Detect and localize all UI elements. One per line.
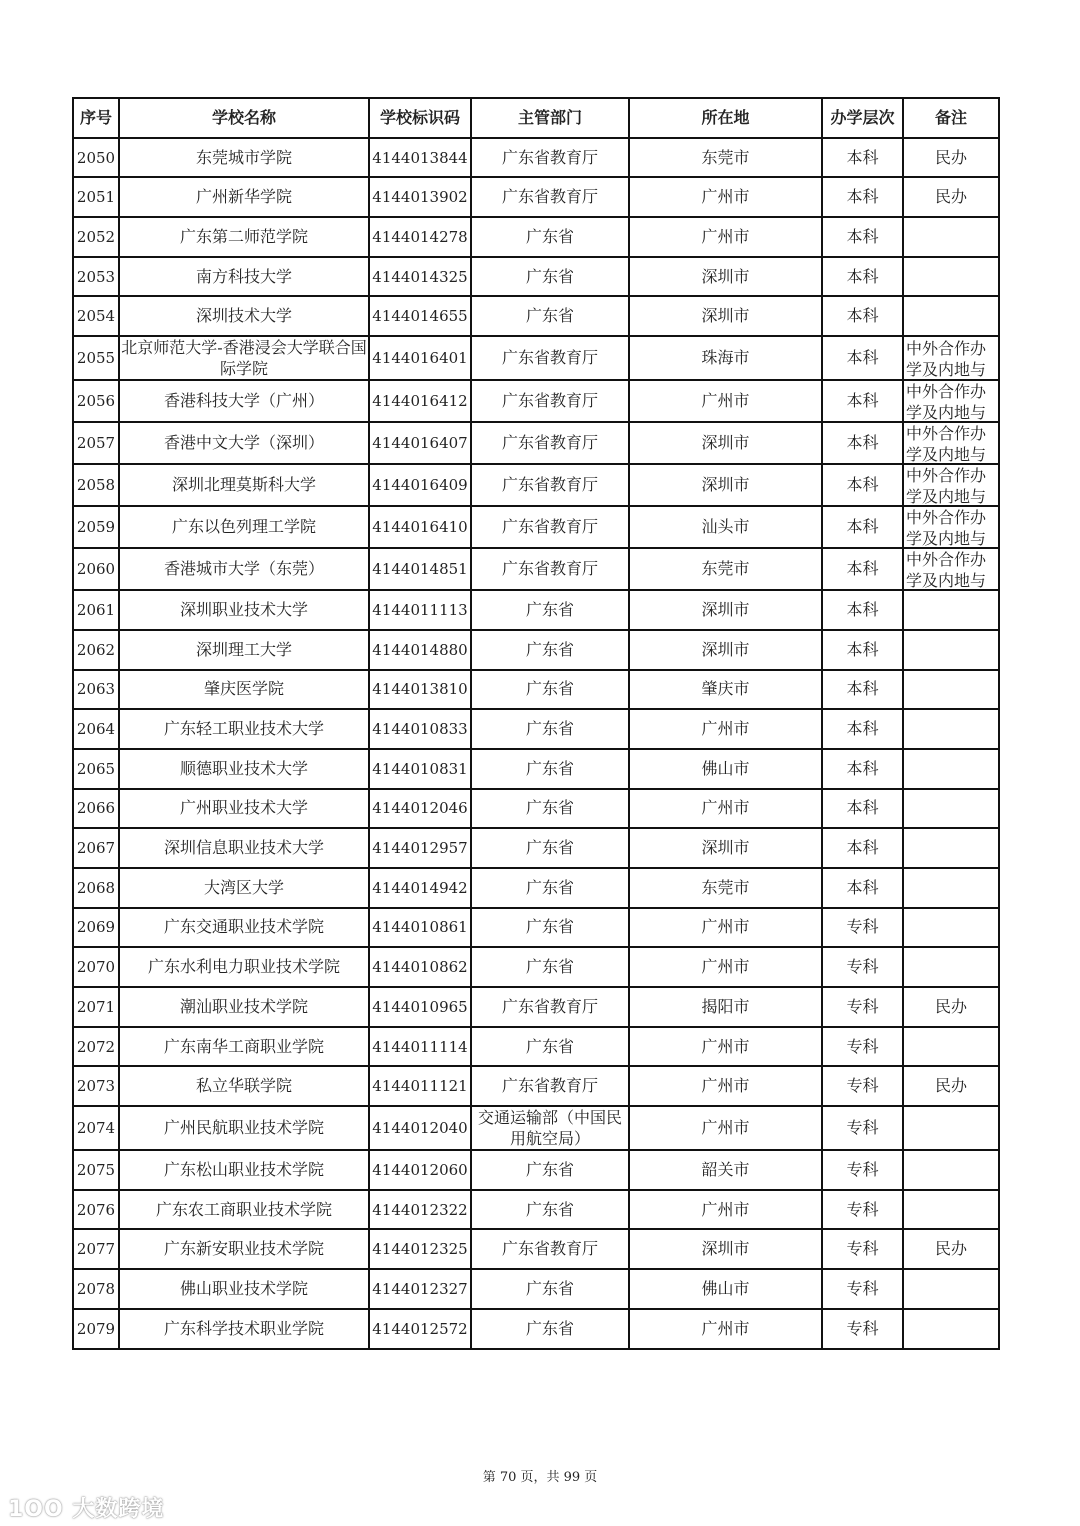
- cell-authority: 交通运输部（中国民用航空局）: [471, 1106, 629, 1150]
- cell-index: 2077: [73, 1229, 119, 1269]
- cell-index: 2058: [73, 464, 119, 506]
- cell-school-code: 4144010831: [369, 749, 471, 789]
- cell-index: 2053: [73, 257, 119, 297]
- remark-text: 中外合作办学及内地与: [906, 466, 987, 506]
- cell-school-name: 北京师范大学-香港浸会大学联合国际学院: [119, 336, 369, 380]
- cell-authority: 广东省教育厅: [471, 380, 629, 422]
- cell-remark: 民办: [903, 138, 999, 178]
- cell-school-name: 广东水利电力职业技术学院: [119, 947, 369, 987]
- cell-school-code: 4144012046: [369, 789, 471, 829]
- table-row: [73, 1190, 999, 1230]
- cell-level: 专科: [822, 908, 903, 948]
- cell-index: 2075: [73, 1150, 119, 1190]
- table-row: [73, 868, 999, 908]
- header-level: 办学层次: [822, 98, 903, 138]
- cell-index: 2064: [73, 709, 119, 749]
- cell-level: 本科: [822, 630, 903, 670]
- cell-level: 专科: [822, 1027, 903, 1067]
- cell-school-name: 广州民航职业技术学院: [119, 1106, 369, 1150]
- cell-level: 专科: [822, 1106, 903, 1150]
- cell-location: 东莞市: [629, 548, 822, 590]
- remark-text: 中外合作办学及内地与: [906, 382, 987, 422]
- cell-school-name: 广东第二师范学院: [119, 217, 369, 257]
- cell-level: 专科: [822, 1229, 903, 1269]
- table-row: [73, 1150, 999, 1190]
- cell-school-name: 深圳理工大学: [119, 630, 369, 670]
- cell-level: 本科: [822, 138, 903, 178]
- cell-location: 广州市: [629, 217, 822, 257]
- table-row: [73, 947, 999, 987]
- table-row: [73, 380, 999, 422]
- cell-school-code: 4144014880: [369, 630, 471, 670]
- cell-location: 东莞市: [629, 868, 822, 908]
- cell-school-code: 4144011114: [369, 1027, 471, 1067]
- cell-location: 深圳市: [629, 422, 822, 464]
- cell-school-code: 4144016407: [369, 422, 471, 464]
- cell-location: 揭阳市: [629, 987, 822, 1027]
- table-row: [73, 749, 999, 789]
- cell-authority: 广东省: [471, 908, 629, 948]
- cell-school-name: 广州新华学院: [119, 177, 369, 217]
- cell-authority: 广东省教育厅: [471, 138, 629, 178]
- cell-remark: 民办: [903, 987, 999, 1027]
- cell-school-name: 深圳技术大学: [119, 296, 369, 336]
- cell-index: 2065: [73, 749, 119, 789]
- cell-school-code: 4144013810: [369, 670, 471, 710]
- cell-school-code: 4144013902: [369, 177, 471, 217]
- cell-authority: 广东省教育厅: [471, 548, 629, 590]
- table-row: [73, 908, 999, 948]
- table-row: [73, 1229, 999, 1269]
- cell-remark: [903, 1027, 999, 1067]
- cell-remark: [903, 1309, 999, 1349]
- page-number: 第 70 页，共 99 页: [482, 1470, 598, 1485]
- cell-location: 深圳市: [629, 630, 822, 670]
- cell-school-code: 4144012957: [369, 828, 471, 868]
- table-header-row: [73, 98, 999, 138]
- cell-remark: [903, 506, 999, 548]
- cell-location: 广州市: [629, 1066, 822, 1106]
- cell-location: 广州市: [629, 1190, 822, 1230]
- cell-school-name: 广东松山职业技术学院: [119, 1150, 369, 1190]
- cell-school-name: 潮汕职业技术学院: [119, 987, 369, 1027]
- cell-authority: 广东省教育厅: [471, 177, 629, 217]
- cell-location: 深圳市: [629, 257, 822, 297]
- cell-level: 专科: [822, 947, 903, 987]
- table-row: [73, 1027, 999, 1067]
- table-row: [73, 506, 999, 548]
- cell-index: 2076: [73, 1190, 119, 1230]
- cell-index: 2056: [73, 380, 119, 422]
- cell-level: 本科: [822, 506, 903, 548]
- cell-location: 广州市: [629, 177, 822, 217]
- cell-remark: 民办: [903, 177, 999, 217]
- cell-school-code: 4144012327: [369, 1269, 471, 1309]
- cell-level: 本科: [822, 709, 903, 749]
- cell-index: 2072: [73, 1027, 119, 1067]
- cell-location: 韶关市: [629, 1150, 822, 1190]
- cell-authority: 广东省: [471, 217, 629, 257]
- cell-location: 深圳市: [629, 464, 822, 506]
- cell-authority: 广东省: [471, 749, 629, 789]
- cell-authority: 广东省教育厅: [471, 336, 629, 380]
- cell-remark: [903, 749, 999, 789]
- cell-level: 本科: [822, 548, 903, 590]
- cell-school-code: 4144016410: [369, 506, 471, 548]
- cell-authority: 广东省: [471, 868, 629, 908]
- cell-authority: 广东省: [471, 257, 629, 297]
- cell-location: 深圳市: [629, 590, 822, 630]
- cell-level: 本科: [822, 422, 903, 464]
- cell-school-code: 4144014851: [369, 548, 471, 590]
- cell-school-code: 4144012325: [369, 1229, 471, 1269]
- cell-school-name: 广东农工商职业技术学院: [119, 1190, 369, 1230]
- cell-index: 2067: [73, 828, 119, 868]
- cell-school-name: 南方科技大学: [119, 257, 369, 297]
- cell-school-name: 广州职业技术大学: [119, 789, 369, 829]
- table-row: [73, 670, 999, 710]
- cell-authority: 广东省教育厅: [471, 506, 629, 548]
- cell-authority: 广东省: [471, 789, 629, 829]
- cell-index: 2052: [73, 217, 119, 257]
- cell-index: 2051: [73, 177, 119, 217]
- cell-school-name: 深圳职业技术大学: [119, 590, 369, 630]
- table-row: [73, 709, 999, 749]
- cell-level: 本科: [822, 670, 903, 710]
- table-row: [73, 1066, 999, 1106]
- cell-index: 2054: [73, 296, 119, 336]
- cell-school-code: 4144011113: [369, 590, 471, 630]
- cell-remark: 民办: [903, 1229, 999, 1269]
- table-row: [73, 1309, 999, 1349]
- cell-school-name: 香港科技大学（广州）: [119, 380, 369, 422]
- cell-authority: 广东省: [471, 1190, 629, 1230]
- cell-school-code: 4144016412: [369, 380, 471, 422]
- header-location: 所在地: [629, 98, 822, 138]
- cell-school-code: 4144012040: [369, 1106, 471, 1150]
- cell-remark: [903, 464, 999, 506]
- cell-remark: [903, 947, 999, 987]
- cell-remark: [903, 908, 999, 948]
- table-row: [73, 630, 999, 670]
- cell-remark: [903, 868, 999, 908]
- header-index: 序号: [73, 98, 119, 138]
- cell-authority: 广东省教育厅: [471, 1229, 629, 1269]
- table-row: [73, 257, 999, 297]
- table-row: [73, 138, 999, 178]
- cell-remark: [903, 422, 999, 464]
- header-authority: 主管部门: [471, 98, 629, 138]
- cell-index: 2050: [73, 138, 119, 178]
- cell-authority: 广东省教育厅: [471, 987, 629, 1027]
- cell-school-name: 广东交通职业技术学院: [119, 908, 369, 948]
- watermark-logo: 1OO 大数跨境: [8, 1497, 165, 1522]
- cell-index: 2066: [73, 789, 119, 829]
- school-list-table: [72, 97, 1000, 1350]
- cell-school-name: 顺德职业技术大学: [119, 749, 369, 789]
- cell-location: 广州市: [629, 1309, 822, 1349]
- cell-school-name: 广东新安职业技术学院: [119, 1229, 369, 1269]
- cell-school-name: 大湾区大学: [119, 868, 369, 908]
- cell-remark: [903, 257, 999, 297]
- cell-authority: 广东省: [471, 1150, 629, 1190]
- table-body: [73, 138, 999, 1349]
- cell-authority: 广东省: [471, 947, 629, 987]
- cell-level: 专科: [822, 1309, 903, 1349]
- cell-index: 2068: [73, 868, 119, 908]
- cell-school-name: 广东以色列理工学院: [119, 506, 369, 548]
- cell-remark: [903, 548, 999, 590]
- cell-location: 深圳市: [629, 828, 822, 868]
- cell-level: 本科: [822, 828, 903, 868]
- cell-school-name: 深圳信息职业技术大学: [119, 828, 369, 868]
- cell-authority: 广东省教育厅: [471, 1066, 629, 1106]
- cell-remark: [903, 1150, 999, 1190]
- cell-index: 2062: [73, 630, 119, 670]
- cell-index: 2063: [73, 670, 119, 710]
- cell-school-name: 香港城市大学（东莞）: [119, 548, 369, 590]
- cell-level: 本科: [822, 257, 903, 297]
- cell-index: 2060: [73, 548, 119, 590]
- cell-school-code: 4144012572: [369, 1309, 471, 1349]
- cell-authority: 广东省: [471, 630, 629, 670]
- cell-remark: [903, 709, 999, 749]
- cell-remark: [903, 336, 999, 380]
- cell-school-name: 香港中文大学（深圳）: [119, 422, 369, 464]
- cell-authority: 广东省: [471, 1309, 629, 1349]
- cell-authority: 广东省: [471, 670, 629, 710]
- table-row: [73, 296, 999, 336]
- header-school-name: 学校名称: [119, 98, 369, 138]
- cell-level: 本科: [822, 217, 903, 257]
- cell-level: 本科: [822, 868, 903, 908]
- cell-remark: [903, 590, 999, 630]
- cell-school-code: 4144013844: [369, 138, 471, 178]
- cell-remark: 民办: [903, 1066, 999, 1106]
- cell-school-code: 4144012060: [369, 1150, 471, 1190]
- cell-remark: [903, 296, 999, 336]
- cell-location: 深圳市: [629, 296, 822, 336]
- cell-index: 2079: [73, 1309, 119, 1349]
- cell-location: 广州市: [629, 908, 822, 948]
- cell-authority: 广东省: [471, 590, 629, 630]
- table-row: [73, 336, 999, 380]
- remark-text: 中外合作办学及内地与: [906, 550, 987, 590]
- cell-level: 本科: [822, 336, 903, 380]
- cell-school-name: 东莞城市学院: [119, 138, 369, 178]
- cell-index: 2073: [73, 1066, 119, 1106]
- cell-location: 肇庆市: [629, 670, 822, 710]
- cell-location: 汕头市: [629, 506, 822, 548]
- cell-index: 2069: [73, 908, 119, 948]
- remark-text: 中外合作办学及内地与: [906, 339, 987, 379]
- cell-school-code: 4144016401: [369, 336, 471, 380]
- table-row: [73, 987, 999, 1027]
- cell-location: 广州市: [629, 1027, 822, 1067]
- table-row: [73, 789, 999, 829]
- cell-remark: [903, 380, 999, 422]
- table-row: [73, 464, 999, 506]
- table-row: [73, 590, 999, 630]
- table-row: [73, 548, 999, 590]
- cell-school-name: 广东科学技术职业学院: [119, 1309, 369, 1349]
- cell-school-code: 4144010861: [369, 908, 471, 948]
- cell-remark: [903, 1269, 999, 1309]
- cell-authority: 广东省教育厅: [471, 464, 629, 506]
- cell-level: 本科: [822, 789, 903, 829]
- cell-school-code: 4144014278: [369, 217, 471, 257]
- cell-remark: [903, 670, 999, 710]
- remark-text: 中外合作办学及内地与: [906, 424, 987, 464]
- cell-index: 2059: [73, 506, 119, 548]
- cell-location: 广州市: [629, 1106, 822, 1150]
- cell-school-code: 4144012322: [369, 1190, 471, 1230]
- cell-level: 本科: [822, 749, 903, 789]
- cell-school-code: 4144014942: [369, 868, 471, 908]
- cell-authority: 广东省: [471, 1027, 629, 1067]
- cell-location: 广州市: [629, 789, 822, 829]
- table-row: [73, 422, 999, 464]
- cell-school-code: 4144010965: [369, 987, 471, 1027]
- cell-level: 本科: [822, 380, 903, 422]
- cell-remark: [903, 789, 999, 829]
- cell-authority: 广东省: [471, 296, 629, 336]
- cell-index: 2078: [73, 1269, 119, 1309]
- remark-text: 中外合作办学及内地与: [906, 508, 987, 548]
- cell-remark: [903, 1190, 999, 1230]
- table-row: [73, 828, 999, 868]
- cell-authority: 广东省: [471, 828, 629, 868]
- cell-location: 广州市: [629, 380, 822, 422]
- cell-school-code: 4144014325: [369, 257, 471, 297]
- cell-school-code: 4144011121: [369, 1066, 471, 1106]
- cell-location: 广州市: [629, 709, 822, 749]
- cell-location: 佛山市: [629, 749, 822, 789]
- cell-school-name: 佛山职业技术学院: [119, 1269, 369, 1309]
- cell-remark: [903, 828, 999, 868]
- table-row: [73, 177, 999, 217]
- cell-location: 深圳市: [629, 1229, 822, 1269]
- cell-index: 2057: [73, 422, 119, 464]
- cell-school-code: 4144010833: [369, 709, 471, 749]
- watermark-text: 大数跨境: [72, 1497, 165, 1522]
- cell-location: 东莞市: [629, 138, 822, 178]
- header-remark: 备注: [903, 98, 999, 138]
- cell-school-name: 深圳北理莫斯科大学: [119, 464, 369, 506]
- cell-remark: [903, 630, 999, 670]
- cell-remark: [903, 1106, 999, 1150]
- cell-level: 本科: [822, 590, 903, 630]
- cell-school-name: 肇庆医学院: [119, 670, 369, 710]
- table-row: [73, 1269, 999, 1309]
- cell-authority: 广东省: [471, 1269, 629, 1309]
- cell-level: 专科: [822, 987, 903, 1027]
- cell-level: 专科: [822, 1269, 903, 1309]
- cell-index: 2070: [73, 947, 119, 987]
- cell-school-name: 广东南华工商职业学院: [119, 1027, 369, 1067]
- cell-level: 专科: [822, 1150, 903, 1190]
- cell-level: 专科: [822, 1066, 903, 1106]
- cell-location: 广州市: [629, 947, 822, 987]
- cell-school-name: 广东轻工职业技术大学: [119, 709, 369, 749]
- cell-level: 本科: [822, 296, 903, 336]
- cell-authority: 广东省: [471, 709, 629, 749]
- cell-location: 佛山市: [629, 1269, 822, 1309]
- cell-index: 2071: [73, 987, 119, 1027]
- cell-school-name: 私立华联学院: [119, 1066, 369, 1106]
- cell-school-code: 4144010862: [369, 947, 471, 987]
- table-row: [73, 217, 999, 257]
- cell-index: 2061: [73, 590, 119, 630]
- cell-level: 本科: [822, 464, 903, 506]
- cell-school-code: 4144016409: [369, 464, 471, 506]
- table-row: [73, 1106, 999, 1150]
- cell-location: 珠海市: [629, 336, 822, 380]
- cell-index: 2055: [73, 336, 119, 380]
- cell-authority: 广东省教育厅: [471, 422, 629, 464]
- cell-level: 本科: [822, 177, 903, 217]
- cell-index: 2074: [73, 1106, 119, 1150]
- header-school-code: 学校标识码: [369, 98, 471, 138]
- cell-remark: [903, 217, 999, 257]
- cell-school-code: 4144014655: [369, 296, 471, 336]
- cell-level: 专科: [822, 1190, 903, 1230]
